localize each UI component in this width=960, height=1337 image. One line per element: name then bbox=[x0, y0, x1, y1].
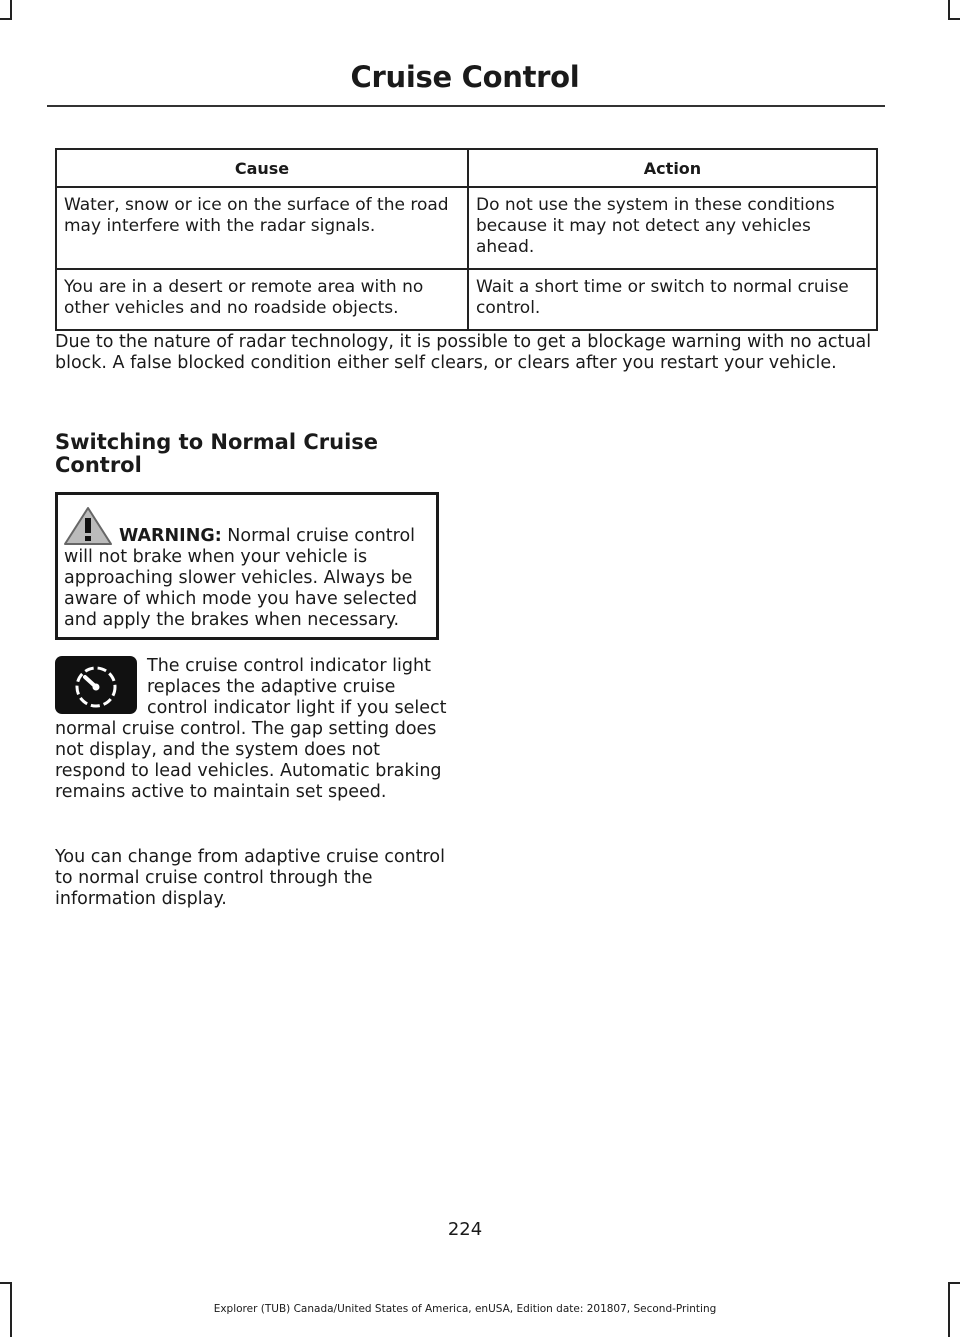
crop-mark bbox=[948, 18, 960, 20]
crop-mark bbox=[0, 1282, 12, 1284]
indicator-paragraph bbox=[55, 656, 447, 803]
column-header-cause: Cause bbox=[56, 149, 468, 187]
page-title: Cruise Control bbox=[350, 60, 580, 94]
table-cell-action: Do not use the system in these conditions because it may not detect any vehicles ahead. bbox=[468, 187, 877, 269]
warning-text: Normal cruise control will not brake when your vehicle is approaching slower vehicles. Always be aware of which mode you have selected and apply the brakes when necessary. bbox=[64, 526, 418, 630]
table-cell-action: Wait a short time or switch to normal cruise control. bbox=[468, 269, 877, 330]
blockage-paragraph: Due to the nature of radar technology, it is possible to get a blockage warning with no actual block. A false blocked condition either self clears, or clears after you restart your vehicle. bbox=[55, 332, 872, 373]
crop-mark bbox=[948, 1282, 960, 1284]
header-divider bbox=[47, 105, 885, 107]
table-cell-cause: You are in a desert or remote area with no other vehicles and no roadside objects. bbox=[56, 269, 468, 330]
crop-mark bbox=[10, 0, 12, 20]
column-header-action: Action bbox=[468, 149, 877, 187]
indicator-text: The cruise control indicator light replaces the adaptive cruise control indicator light if you select normal cruise control. The gap setting does not display, and the system does not respond to lead vehicles. Automatic braking remains active to maintain set speed. bbox=[55, 656, 447, 802]
table-row bbox=[56, 269, 877, 330]
table-cell-cause: Water, snow or ice on the surface of the road may interfere with the radar signals. bbox=[56, 187, 468, 269]
change-mode-paragraph: You can change from adaptive cruise control to normal cruise control through the information display. bbox=[55, 847, 445, 909]
table-row bbox=[56, 187, 877, 269]
crop-mark bbox=[948, 1282, 950, 1337]
page-number: 224 bbox=[447, 1219, 483, 1240]
edition-footer: Explorer (TUB) Canada/United States of America, enUSA, Edition date: 201807, Second-Printing bbox=[213, 1303, 717, 1315]
crop-mark bbox=[0, 18, 12, 20]
crop-mark bbox=[948, 0, 950, 20]
warning-triangle-icon bbox=[63, 506, 113, 546]
warning-text-block bbox=[64, 526, 438, 631]
cause-action-table bbox=[55, 148, 878, 331]
table-header-row bbox=[56, 149, 877, 187]
section-heading: Switching to Normal Cruise Control bbox=[55, 430, 379, 477]
warning-label: WARNING: bbox=[119, 526, 222, 546]
